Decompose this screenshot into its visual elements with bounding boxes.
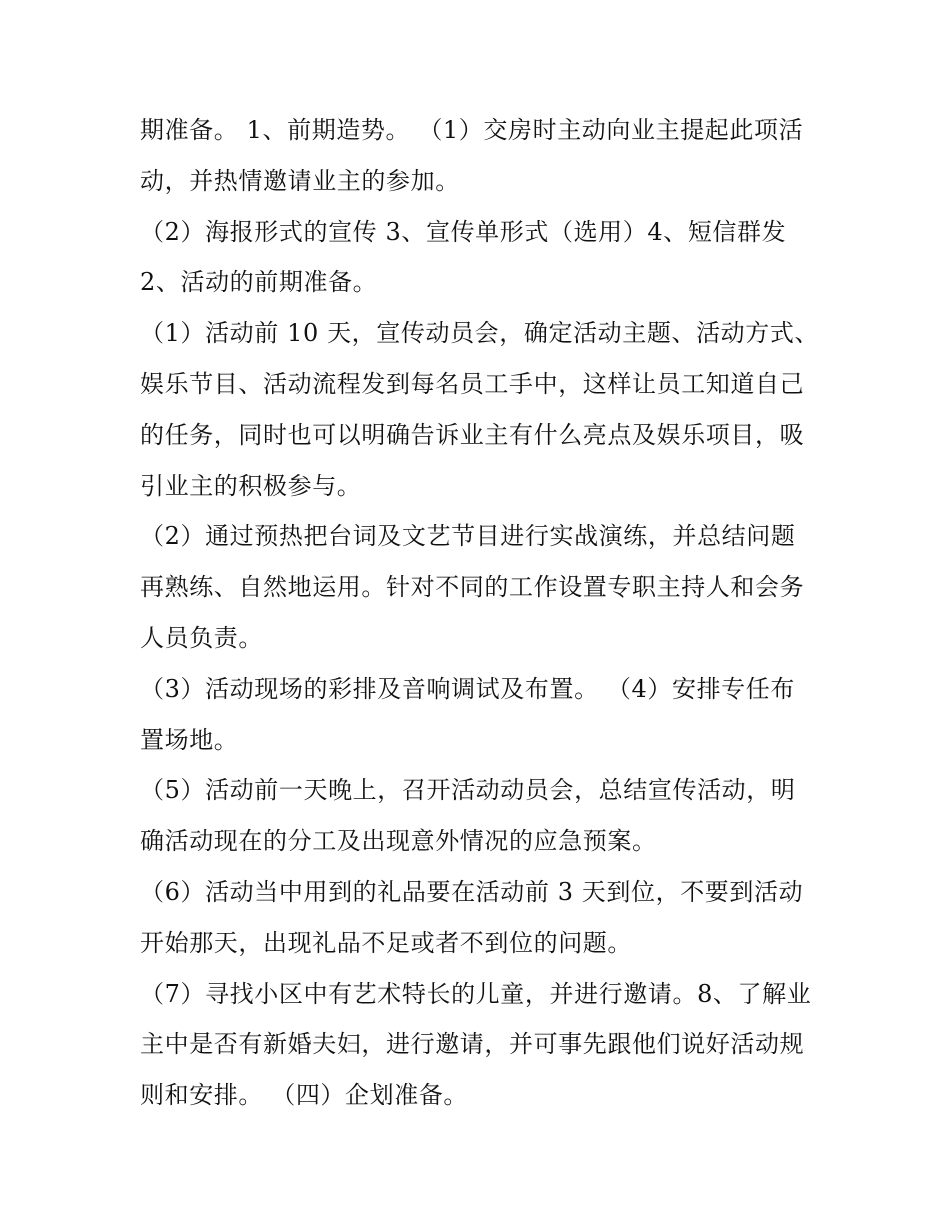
text-line: （6）活动当中用到的礼品要在活动前 3 天到位，不要到活动	[140, 877, 804, 906]
text-line: 2、活动的前期准备。	[140, 268, 378, 297]
document-body	[140, 105, 820, 1121]
text-line: 确活动现在的分工及出现意外情况的应急预案。	[140, 827, 657, 856]
text-line: 动，并热情邀请业主的参加。	[140, 166, 460, 195]
text-line: 主中是否有新婚夫妇，进行邀请，并可事先跟他们说好活动规	[140, 1030, 805, 1059]
text-line: （5）活动前一天晚上，召开活动动员会，总结宣传活动，明	[140, 776, 796, 805]
text-line: （2）通过预热把台词及文艺节目进行实战演练，并总结问题	[140, 522, 796, 551]
text-line: （2）海报形式的宣传 3、宣传单形式（选用）4、短信群发	[140, 217, 787, 246]
text-line: 引业主的积极参与。	[140, 471, 362, 500]
text-line: 人员负责。	[140, 623, 263, 652]
text-line: 娱乐节目、活动流程发到每名员工手中，这样让员工知道自己	[140, 369, 805, 398]
text-line: 则和安排。 （四）企划准备。	[140, 1081, 469, 1110]
text-line: 的任务，同时也可以明确告诉业主有什么亮点及娱乐项目，吸	[140, 420, 805, 449]
text-line: 期准备。 1、前期造势。 （1）交房时主动向业主提起此项活	[140, 116, 804, 144]
text-line: （1）活动前 10 天，宣传动员会，确定活动主题、活动方式、	[140, 319, 820, 348]
text-line: 开始那天，出现礼品不足或者不到位的问题。	[140, 928, 632, 957]
text-line: （3）活动现场的彩排及音响调试及布置。 （4）安排专任布	[140, 674, 795, 703]
text-line: 置场地。	[140, 725, 239, 754]
text-line: （7）寻找小区中有艺术特长的儿童，并进行邀请。8、了解业	[140, 979, 812, 1008]
text-line: 再熟练、自然地运用。针对不同的工作设置专职主持人和会务	[140, 573, 805, 602]
